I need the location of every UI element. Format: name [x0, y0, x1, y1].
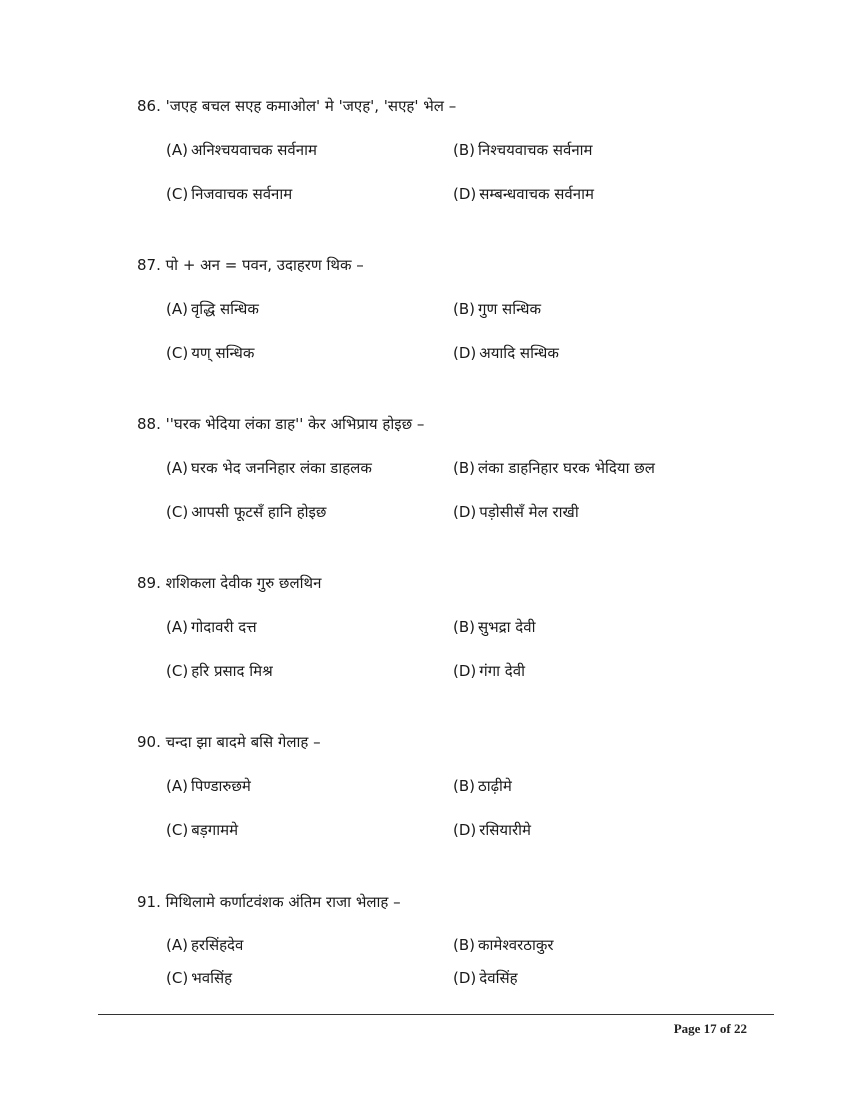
question-text [137, 892, 401, 912]
option-a [166, 140, 317, 160]
option-label: (D) [453, 185, 477, 203]
question-number: 86. [137, 97, 161, 115]
option-a [166, 458, 372, 478]
option-b [453, 776, 512, 796]
option-b [453, 299, 541, 319]
option-text: हरि प्रसाद मिश्र [191, 662, 273, 680]
option-label: (D) [453, 344, 477, 362]
option-text: निजवाचक सर्वनाम [191, 185, 293, 203]
option-label: (B) [453, 459, 475, 477]
option-label: (B) [453, 141, 475, 159]
option-text: अनिश्चयवाचक सर्वनाम [190, 141, 317, 159]
question-stem: शशिकला देवीक गुरु छलथिन [165, 574, 322, 592]
option-label: (A) [166, 618, 188, 636]
option-label: (C) [166, 662, 189, 680]
question-text [137, 96, 456, 116]
option-d [453, 343, 559, 363]
option-label: (A) [166, 459, 188, 477]
option-a [166, 299, 259, 319]
option-c [166, 343, 254, 363]
option-c [166, 968, 232, 988]
option-label: (A) [166, 936, 188, 954]
option-label: (D) [453, 662, 477, 680]
question-stem: पो + अन = पवन, उदाहरण थिक – [165, 256, 364, 274]
option-text: पड़ोसीसँ मेल राखी [479, 503, 579, 521]
option-label: (B) [453, 618, 475, 636]
option-label: (A) [166, 777, 188, 795]
option-d [453, 661, 525, 681]
question-text [137, 414, 424, 434]
option-c [166, 502, 326, 522]
option-text: गंगा देवी [479, 662, 525, 680]
option-text: भवसिंह [191, 969, 233, 987]
option-text: लंका डाहनिहार घरक भेदिया छल [478, 459, 655, 477]
option-text: गोदावरी दत्त [190, 618, 257, 636]
option-b [453, 935, 553, 955]
option-text: घरक भेद जननिहार लंका डाहलक [190, 459, 372, 477]
option-label: (B) [453, 777, 475, 795]
question-number: 88. [137, 415, 161, 433]
option-text: अयादि सन्धिक [479, 344, 559, 362]
question-text [137, 573, 321, 593]
option-text: पिण्डारुछमे [190, 777, 251, 795]
option-d [453, 968, 518, 988]
option-label: (C) [166, 344, 189, 362]
option-label: (D) [453, 969, 477, 987]
option-b [453, 140, 593, 160]
question-stem: 'जएह बचल सएह कमाओल' मे 'जएह', 'सएह' भेल – [165, 97, 457, 115]
option-b [453, 617, 536, 637]
option-text: आपसी फूटसँ हानि होइछ [191, 503, 327, 521]
option-d [453, 820, 531, 840]
option-text: बड़गाममे [191, 821, 239, 839]
question-number: 91. [137, 893, 161, 911]
option-c [166, 661, 273, 681]
option-text: कामेश्वरठाकुर [478, 936, 554, 954]
option-text: सम्बन्धवाचक सर्वनाम [479, 185, 594, 203]
option-d [453, 502, 579, 522]
option-label: (A) [166, 141, 188, 159]
option-a [166, 776, 251, 796]
question-stem: ''घरक भेदिया लंका डाह'' केर अभिप्राय होइछ – [165, 415, 425, 433]
option-label: (C) [166, 821, 189, 839]
option-label: (B) [453, 300, 475, 318]
option-label: (D) [453, 503, 477, 521]
option-text: निश्चयवाचक सर्वनाम [478, 141, 593, 159]
question-number: 90. [137, 733, 161, 751]
option-label: (D) [453, 821, 477, 839]
option-label: (C) [166, 503, 189, 521]
option-text: हरसिंहदेव [190, 936, 244, 954]
question-number: 87. [137, 256, 161, 274]
question-number: 89. [137, 574, 161, 592]
option-label: (A) [166, 300, 188, 318]
footer-divider [98, 1014, 774, 1015]
option-label: (C) [166, 969, 189, 987]
option-text: रसियारीमे [479, 821, 532, 839]
question-stem: मिथिलामे कर्णाटवंशक अंतिम राजा भेलाह – [165, 893, 401, 911]
option-label: (B) [453, 936, 475, 954]
option-text: देवसिंह [479, 969, 518, 987]
question-stem: चन्दा झा बादमे बसि गेलाह – [165, 733, 321, 751]
option-text: सुभद्रा देवी [478, 618, 536, 636]
question-text [137, 732, 321, 752]
option-c [166, 184, 292, 204]
option-a [166, 617, 257, 637]
option-a [166, 935, 243, 955]
option-text: यण् सन्धिक [191, 344, 255, 362]
option-b [453, 458, 655, 478]
option-text: वृद्धि सन्धिक [190, 300, 259, 318]
option-text: गुण सन्धिक [478, 300, 541, 318]
question-text [137, 255, 364, 275]
page-number: Page 17 of 22 [673, 1021, 747, 1036]
option-d [453, 184, 594, 204]
option-text: ठाढ़ीमे [478, 777, 512, 795]
option-label: (C) [166, 185, 189, 203]
option-c [166, 820, 238, 840]
